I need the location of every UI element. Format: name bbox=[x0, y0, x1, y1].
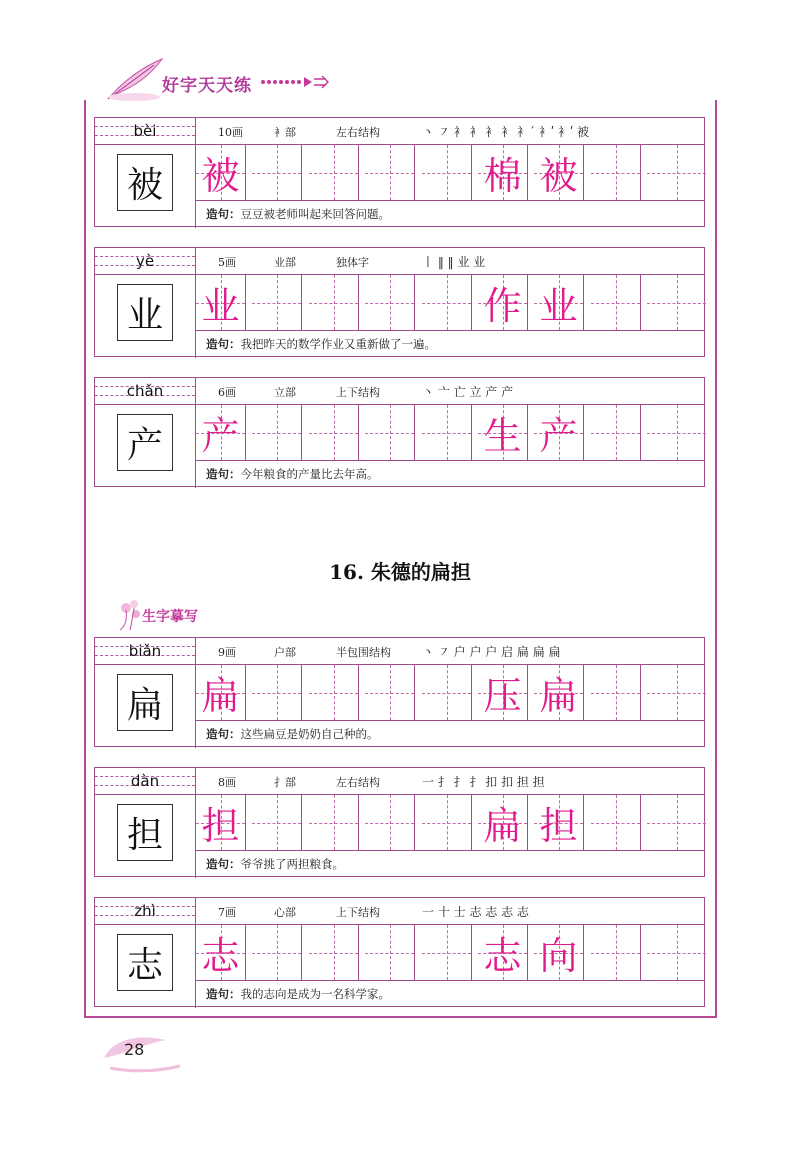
trace-char: 业 bbox=[201, 284, 240, 328]
word-char: 压 bbox=[483, 674, 522, 718]
pinyin: chǎn bbox=[126, 382, 164, 400]
writing-cell bbox=[591, 145, 641, 200]
char-info bbox=[196, 248, 704, 274]
char-practice-block bbox=[94, 377, 705, 487]
writing-cell bbox=[252, 405, 302, 460]
word-char: 扁 bbox=[483, 804, 522, 848]
writing-cell bbox=[478, 665, 528, 720]
writing-cell bbox=[647, 795, 706, 850]
radical: 衤部 bbox=[274, 126, 296, 139]
writing-cell bbox=[422, 145, 472, 200]
radical: 立部 bbox=[274, 386, 296, 399]
writing-cell bbox=[591, 405, 641, 460]
writing-cell bbox=[309, 795, 359, 850]
sentence-text: 爷爷挑了两担粮食。 bbox=[240, 857, 344, 871]
writing-cell bbox=[534, 795, 584, 850]
writing-cell bbox=[365, 275, 415, 330]
example-sentence bbox=[196, 980, 704, 1008]
char-info bbox=[196, 638, 704, 664]
char-info bbox=[196, 898, 704, 924]
writing-cell bbox=[196, 925, 246, 980]
writing-cell bbox=[196, 795, 246, 850]
writing-cell bbox=[422, 665, 472, 720]
dotted-arrow-icon bbox=[260, 75, 330, 89]
writing-cell bbox=[647, 665, 706, 720]
sentence-text: 今年粮食的产量比去年高。 bbox=[240, 467, 379, 481]
writing-cell bbox=[647, 145, 706, 200]
sentence-label: 造句： bbox=[206, 857, 241, 871]
word-char: 产 bbox=[539, 414, 578, 458]
radical: 业部 bbox=[274, 256, 296, 269]
writing-cell bbox=[365, 665, 415, 720]
sentence-label: 造句： bbox=[206, 727, 241, 741]
model-char: 担 bbox=[117, 804, 173, 861]
example-sentence bbox=[196, 720, 704, 748]
word-char: 棉 bbox=[483, 154, 522, 198]
pinyin: yè bbox=[135, 252, 155, 270]
writing-cell bbox=[591, 925, 641, 980]
writing-cell bbox=[196, 665, 246, 720]
writing-cell bbox=[309, 145, 359, 200]
writing-grid bbox=[196, 144, 704, 200]
sentence-label: 造句： bbox=[206, 337, 241, 351]
trace-char: 担 bbox=[201, 804, 240, 848]
writing-cell bbox=[647, 925, 706, 980]
word-char: 生 bbox=[483, 414, 522, 458]
stroke-order: 一 扌 扌 扌 扣 扣 担 担 bbox=[422, 775, 545, 789]
writing-cell bbox=[196, 405, 246, 460]
char-practice-block bbox=[94, 897, 705, 1007]
model-char: 被 bbox=[117, 154, 173, 211]
structure: 上下结构 bbox=[336, 906, 380, 919]
pinyin: bèi bbox=[133, 122, 157, 140]
model-char-area bbox=[95, 664, 196, 748]
writing-cell bbox=[365, 795, 415, 850]
model-char-area bbox=[95, 924, 196, 1008]
writing-cell bbox=[252, 795, 302, 850]
stroke-order: 丶 ㇇ 衤 衤 衤 衤 衤ˊ 衤ʹ 衤ʹ 被 bbox=[422, 125, 590, 139]
writing-cell bbox=[309, 405, 359, 460]
word-char: 作 bbox=[483, 284, 522, 328]
structure: 半包围结构 bbox=[336, 646, 391, 659]
writing-cell bbox=[422, 925, 472, 980]
sentence-text: 我的志向是成为一名科学家。 bbox=[240, 987, 390, 1001]
structure: 左右结构 bbox=[336, 776, 380, 789]
stroke-count: 10画 bbox=[218, 126, 243, 139]
section-label bbox=[112, 596, 292, 632]
char-practice-block bbox=[94, 117, 705, 227]
example-sentence bbox=[196, 460, 704, 488]
example-sentence bbox=[196, 330, 704, 358]
writing-cell bbox=[647, 405, 706, 460]
writing-grid bbox=[196, 274, 704, 330]
pinyin-area bbox=[95, 638, 196, 664]
char-info bbox=[196, 118, 704, 144]
stroke-order: 丶 ㇇ 户 户 户 启 扁 扁 扁 bbox=[422, 645, 561, 659]
writing-cell bbox=[478, 925, 528, 980]
pinyin-area bbox=[95, 378, 196, 404]
pinyin: zhì bbox=[134, 902, 156, 920]
char-practice-block bbox=[94, 767, 705, 877]
stroke-count: 6画 bbox=[218, 386, 236, 399]
sentence-text: 我把昨天的数学作业又重新做了一遍。 bbox=[240, 337, 436, 351]
writing-cell bbox=[365, 405, 415, 460]
sentence-label: 造句： bbox=[206, 207, 241, 221]
writing-cell bbox=[422, 275, 472, 330]
model-char: 扁 bbox=[117, 674, 173, 731]
stroke-order: 丶 亠 亡 立 产 产 bbox=[422, 385, 514, 399]
word-char: 扁 bbox=[539, 674, 578, 718]
writing-cell bbox=[534, 405, 584, 460]
writing-cell bbox=[647, 275, 706, 330]
word-char: 业 bbox=[539, 284, 578, 328]
writing-cell bbox=[422, 405, 472, 460]
writing-cell bbox=[478, 795, 528, 850]
writing-cell bbox=[591, 795, 641, 850]
writing-cell bbox=[365, 925, 415, 980]
pinyin-area bbox=[95, 248, 196, 274]
writing-cell bbox=[591, 275, 641, 330]
writing-cell bbox=[591, 665, 641, 720]
char-practice-block bbox=[94, 637, 705, 747]
writing-cell bbox=[478, 145, 528, 200]
sentence-label: 造句： bbox=[206, 467, 241, 481]
model-char-area bbox=[95, 794, 196, 878]
writing-cell bbox=[478, 275, 528, 330]
pinyin: dàn bbox=[130, 772, 160, 790]
trace-char: 产 bbox=[201, 414, 240, 458]
stroke-count: 9画 bbox=[218, 646, 236, 659]
model-char: 志 bbox=[117, 934, 173, 991]
word-char: 志 bbox=[483, 934, 522, 978]
writing-cell bbox=[309, 925, 359, 980]
feather-pen-icon bbox=[100, 55, 170, 105]
writing-grid bbox=[196, 924, 704, 980]
example-sentence bbox=[196, 850, 704, 878]
word-char: 担 bbox=[539, 804, 578, 848]
writing-grid bbox=[196, 404, 704, 460]
radical: 扌部 bbox=[274, 776, 296, 789]
page-number bbox=[100, 1028, 190, 1078]
char-practice-block bbox=[94, 247, 705, 357]
radical: 户部 bbox=[274, 646, 296, 659]
stroke-count: 5画 bbox=[218, 256, 236, 269]
writing-grid bbox=[196, 664, 704, 720]
structure: 左右结构 bbox=[336, 126, 380, 139]
structure: 独体字 bbox=[336, 256, 369, 269]
pinyin-area bbox=[95, 768, 196, 794]
writing-cell bbox=[478, 405, 528, 460]
writing-cell bbox=[534, 145, 584, 200]
stroke-order: 丨 ‖ ‖ 业 业 bbox=[422, 255, 486, 269]
writing-cell bbox=[365, 145, 415, 200]
writing-cell bbox=[534, 665, 584, 720]
model-char-area bbox=[95, 144, 196, 228]
word-char: 被 bbox=[539, 154, 578, 198]
char-info bbox=[196, 768, 704, 794]
pinyin-area bbox=[95, 898, 196, 924]
writing-cell bbox=[252, 665, 302, 720]
model-char: 业 bbox=[117, 284, 173, 341]
sentence-text: 豆豆被老师叫起来回答问题。 bbox=[240, 207, 390, 221]
model-char-area bbox=[95, 404, 196, 488]
sentence-text: 这些扁豆是奶奶自己种的。 bbox=[240, 727, 379, 741]
writing-grid bbox=[196, 794, 704, 850]
pinyin-area bbox=[95, 118, 196, 144]
example-sentence bbox=[196, 200, 704, 228]
writing-cell bbox=[252, 275, 302, 330]
page-number-text: 28 bbox=[124, 1040, 145, 1059]
word-char: 向 bbox=[539, 934, 578, 978]
writing-cell bbox=[422, 795, 472, 850]
pinyin: biǎn bbox=[128, 642, 162, 660]
model-char: 产 bbox=[117, 414, 173, 471]
trace-char: 被 bbox=[201, 154, 240, 198]
writing-cell bbox=[534, 275, 584, 330]
writing-cell bbox=[196, 145, 246, 200]
writing-cell bbox=[252, 925, 302, 980]
trace-char: 扁 bbox=[201, 674, 240, 718]
char-info bbox=[196, 378, 704, 404]
page-header bbox=[100, 55, 400, 105]
section-label-text: 生字摹写 bbox=[142, 609, 198, 625]
sentence-label: 造句： bbox=[206, 987, 241, 1001]
radical: 心部 bbox=[274, 906, 296, 919]
lesson-title: 16. 朱德的扁担 bbox=[329, 560, 471, 584]
writing-cell bbox=[196, 275, 246, 330]
writing-cell bbox=[309, 275, 359, 330]
leaf-ornament-icon bbox=[100, 1028, 190, 1078]
writing-cell bbox=[309, 665, 359, 720]
stroke-count: 7画 bbox=[218, 906, 236, 919]
stroke-order: 一 十 士 志 志 志 志 bbox=[422, 905, 529, 919]
writing-cell bbox=[534, 925, 584, 980]
model-char-area bbox=[95, 274, 196, 358]
stroke-count: 8画 bbox=[218, 776, 236, 789]
writing-cell bbox=[252, 145, 302, 200]
structure: 上下结构 bbox=[336, 386, 380, 399]
header-title: 好字天天练 bbox=[162, 76, 252, 96]
trace-char: 志 bbox=[201, 934, 240, 978]
